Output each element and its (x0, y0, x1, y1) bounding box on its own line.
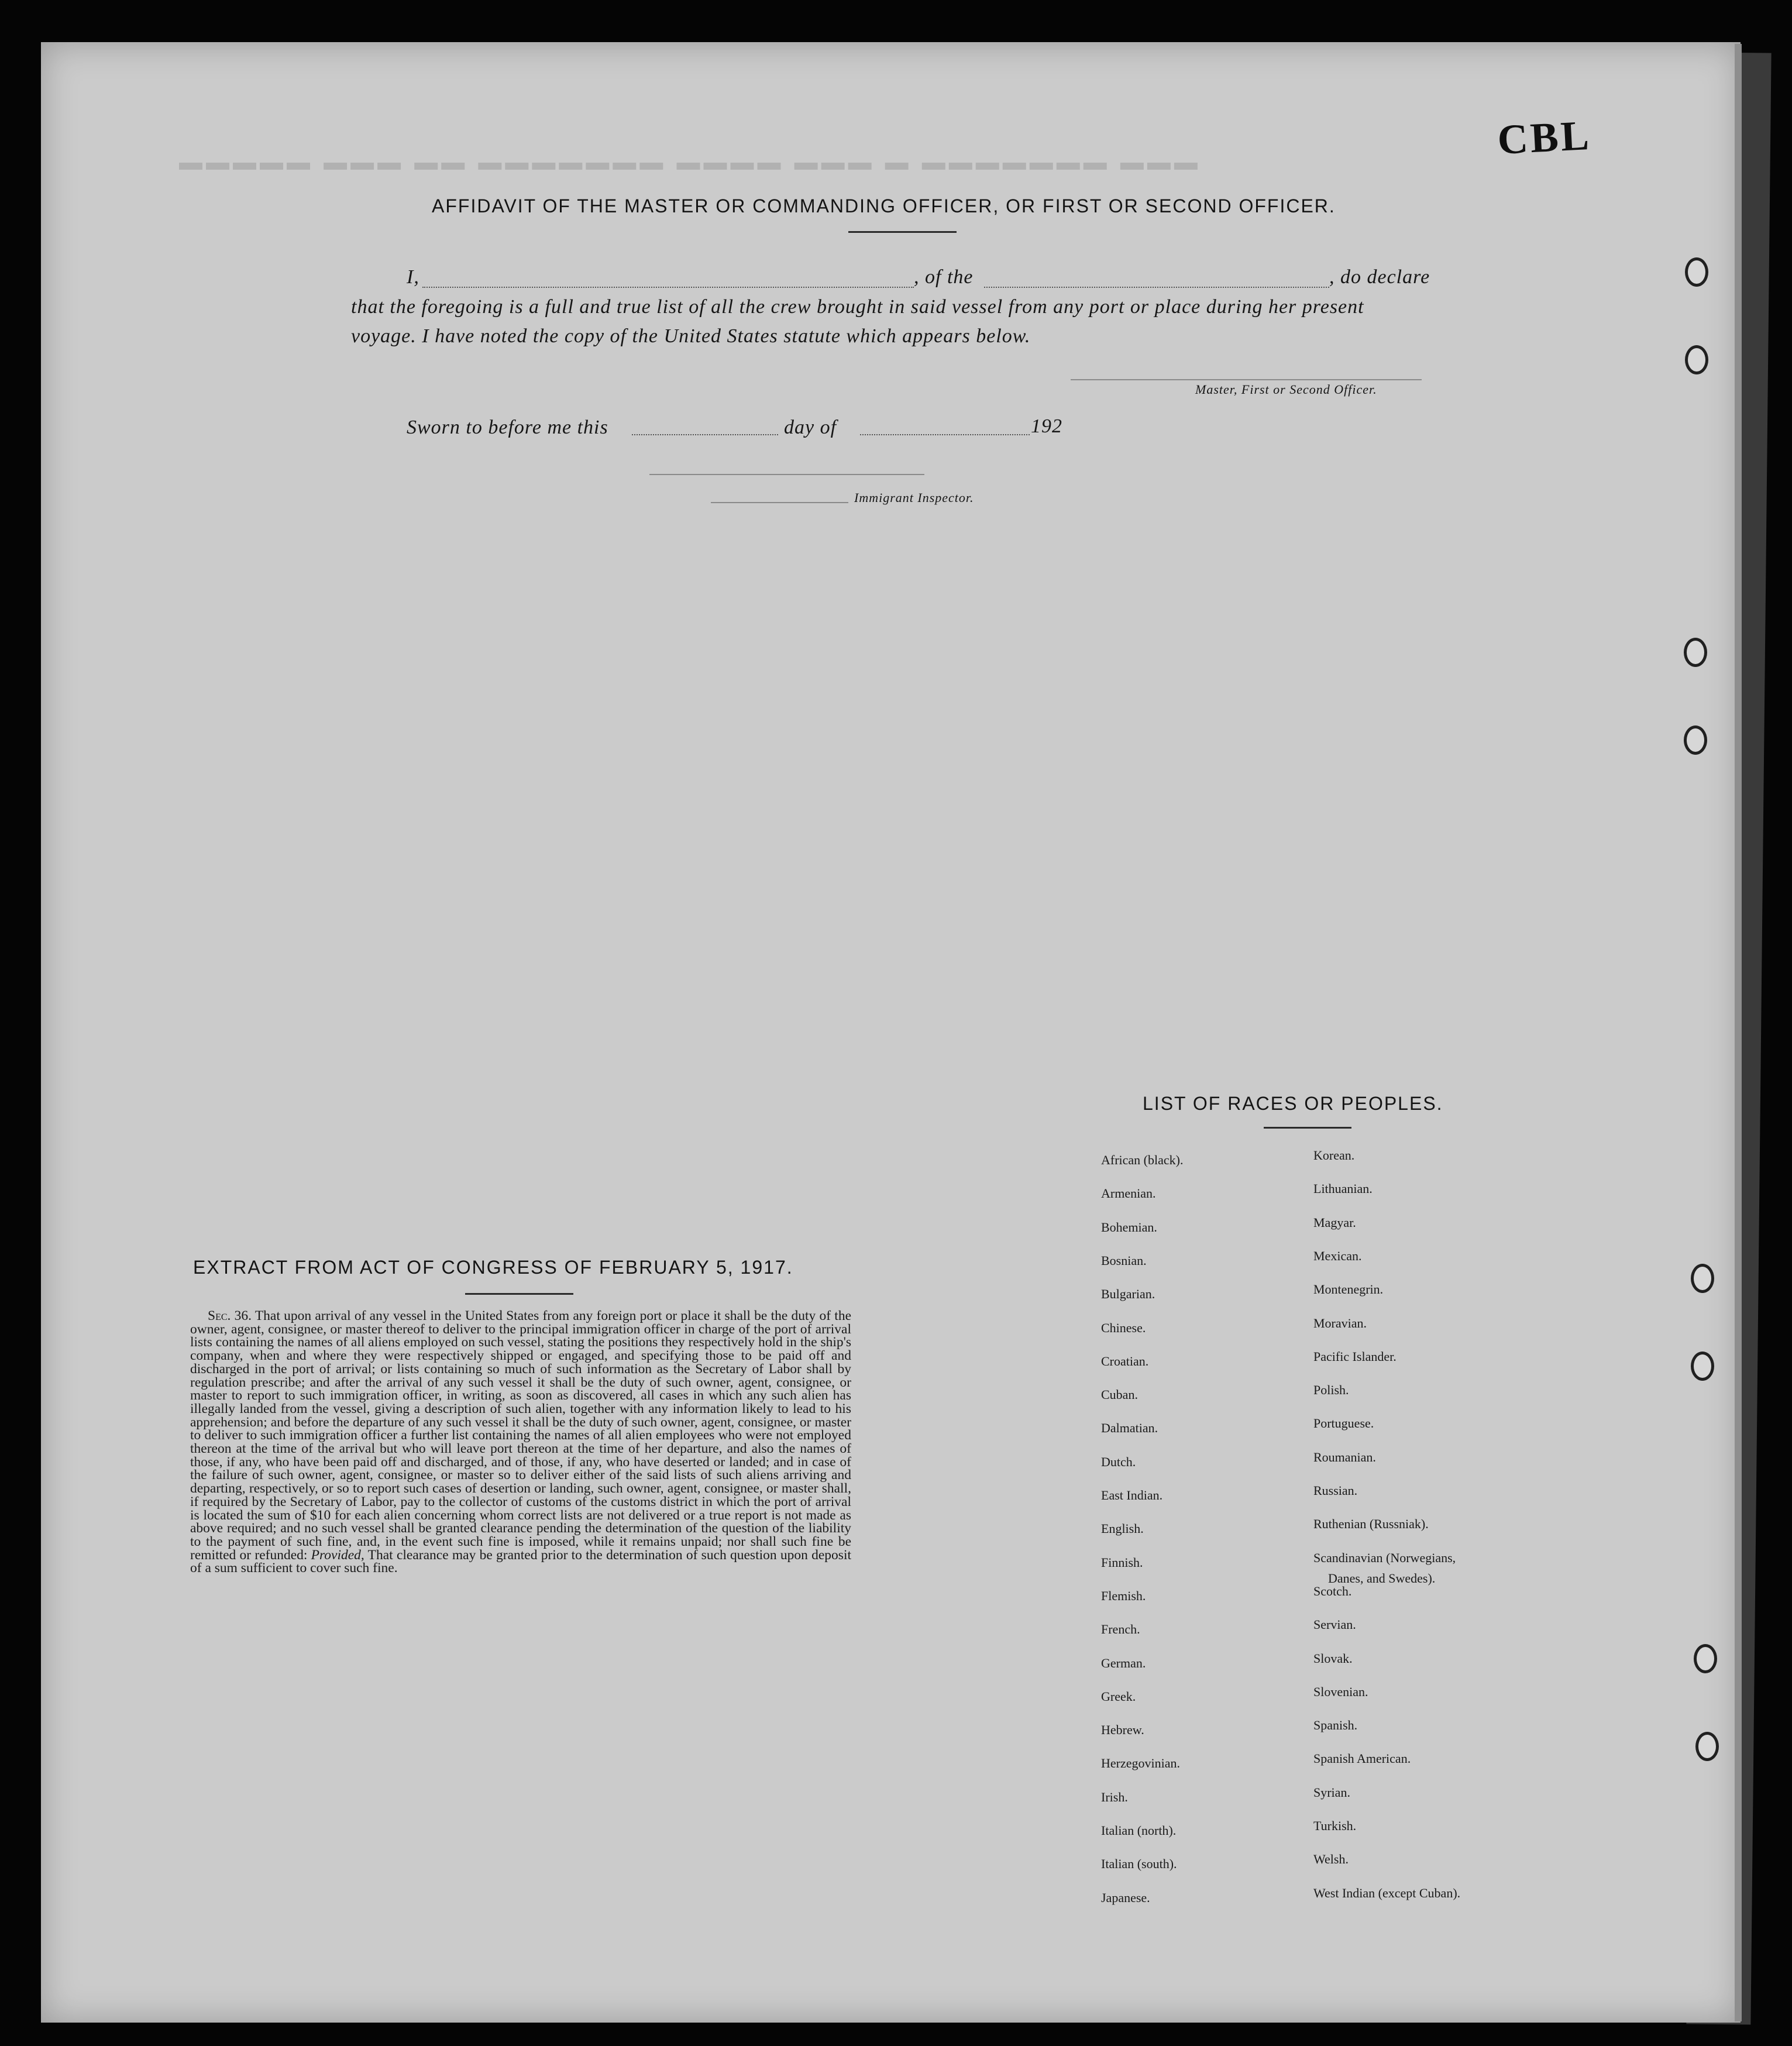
race-item: Turkish. (1313, 1818, 1357, 1833)
bleed-through: ▬▬▬ ▬▬▬▬▬▬▬ ▬ ▬▬▬ ▬▬▬▬ ▬▬▬▬▬▬▬ ▬▬ ▬▬▬ ▬▬▬▬▬ (176, 149, 1198, 175)
race-item: Danes, and Swedes). (1328, 1570, 1436, 1586)
race-item: Korean. (1313, 1148, 1355, 1163)
race-item: Bohemian. (1101, 1219, 1157, 1235)
punch-hole (1684, 725, 1707, 755)
race-item: Bosnian. (1101, 1253, 1147, 1268)
punch-hole (1695, 1732, 1719, 1761)
race-item: Dutch. (1101, 1454, 1136, 1469)
sworn-mid: day of (784, 417, 837, 438)
race-item: Russian. (1313, 1483, 1358, 1498)
statute-body-2: That clearance may be granted prior to the determination of such question upon deposit of a sum sufficient to cover such fine. (190, 1547, 852, 1576)
punch-hole (1694, 1644, 1717, 1673)
race-item: Greek. (1101, 1689, 1136, 1704)
race-item: Ruthenian (Russniak). (1313, 1517, 1429, 1532)
sworn-month-field[interactable] (860, 434, 1030, 435)
affidavit-line1-suffix: , do declare (1329, 266, 1430, 288)
signature-caption: Master, First or Second Officer. (1195, 382, 1377, 397)
race-item: Italian (south). (1101, 1856, 1177, 1872)
race-item: Flemish. (1101, 1588, 1146, 1603)
affidavit-line1-mid: , of the (914, 266, 974, 288)
race-item: Finnish. (1101, 1555, 1143, 1570)
sworn-year: 192 (1031, 415, 1062, 437)
race-item: Dalmatian. (1101, 1421, 1158, 1436)
inspector-caption-leader (711, 502, 848, 503)
race-item: Magyar. (1313, 1215, 1356, 1230)
race-item: Bulgarian. (1101, 1287, 1155, 1302)
inspector-caption: Immigrant Inspector. (854, 490, 974, 505)
punch-hole (1684, 638, 1707, 667)
sworn-prefix: Sworn to before me this (407, 417, 608, 438)
race-item: Welsh. (1313, 1852, 1349, 1867)
section-label: Sec. 36. (208, 1308, 252, 1323)
race-item: Portuguese. (1313, 1416, 1374, 1431)
punch-hole (1691, 1264, 1714, 1293)
extract-title: EXTRACT FROM ACT OF CONGRESS OF FEBRUARY 5, 1917. (193, 1257, 793, 1278)
race-item: Slovenian. (1313, 1684, 1368, 1699)
page-edge (1735, 44, 1742, 2021)
race-item: English. (1101, 1521, 1144, 1536)
punch-hole (1691, 1352, 1714, 1381)
race-item: Polish. (1313, 1383, 1349, 1398)
race-item: Montenegrin. (1313, 1282, 1384, 1297)
race-item: Spanish American. (1313, 1751, 1411, 1766)
race-item: Herzegovinian. (1101, 1756, 1180, 1771)
race-item: Cuban. (1101, 1387, 1138, 1402)
race-item: Roumanian. (1313, 1449, 1376, 1464)
race-item: Pacific Islander. (1313, 1349, 1397, 1364)
extract-title-rule (465, 1293, 573, 1295)
affidavit-title: AFFIDAVIT OF THE MASTER OR COMMANDING OFFICER, OR FIRST OR SECOND OFFICER. (432, 195, 1336, 216)
race-item: African (black). (1101, 1153, 1184, 1167)
race-item: French. (1101, 1622, 1140, 1637)
statute-provided: Provided, (311, 1547, 364, 1563)
race-item: Moravian. (1313, 1315, 1367, 1330)
statute-body-1: That upon arrival of any vessel in the United States from any foreign port or place it shall be the duty of the owner, agent, consignee, or master thereof to deliver to the principal immigration officer in charge of the port of arrival lists containing the names of all aliens employed on such vessel, stating the positions they respectively hold in the ship's company, when and where they were respectively shipped or engaged, and specifying those to be paid off and discharged in the port of arrival; or lists containing so much of such information as the Secretary of Labor shall by regulation prescribe; and after the arrival of any such vessel it shall be the duty of such owner, agent, consignee, or master to report to such immigration officer, in writing, as soon as discovered, all cases in which any such alien has illegally landed from the vessel, giving a description of such alien, together with any information likely to lead to his apprehension; and before the departure of any such vessel it shall be the duty of such owner, agent, consignee, or master to deliver to such immigration officer a further list containing the names of all alien employees who were not employed thereon at the time of the arrival but who will leave port thereon at the time of her departure, and also the names of those, if any, who have been paid off and discharged, and of those, if any, who have deserted or landed; and in case of the failure of such owner, agent, consignee, or master so to deliver either of the said lists of such aliens arriving and departing, respectively, or so to report such cases of desertion or landing, such owner, agent, consignee, or master shall, if required by the Secretary of Labor, pay to the collector of customs of the customs district in which the port of arrival is located the sum of $10 for each alien concerning whom correct lists are not delivered or a true report is not made as above required; and no such vessel shall be granted clearance pending the determination of the question of the liability to the payment of such fine, and, in the event such fine is imposed, while it remains unpaid; nor shall such fine be remitted or refunded: (190, 1308, 852, 1563)
race-item: Lithuanian. (1313, 1181, 1373, 1196)
sworn-day-field[interactable] (632, 434, 778, 435)
race-item: Hebrew. (1101, 1722, 1144, 1738)
officer-signature-line[interactable] (1071, 379, 1422, 380)
race-item: Mexican. (1313, 1248, 1362, 1263)
race-item: Servian. (1313, 1617, 1356, 1632)
affidavit-line2: that the foregoing is a full and true list of all the crew brought in said vessel from any port or place during her present (351, 296, 1364, 318)
race-item: Scandinavian (Norwegians, (1313, 1550, 1456, 1565)
sheet-stamp: CBL (1496, 111, 1592, 164)
statute-text (190, 1309, 851, 1575)
race-item: German. (1101, 1655, 1146, 1670)
race-item: Spanish. (1313, 1718, 1358, 1733)
race-item: Slovak. (1313, 1650, 1353, 1666)
race-item: Armenian. (1101, 1186, 1156, 1201)
punch-hole (1685, 345, 1708, 374)
affidavit-line3: voyage. I have noted the copy of the United States statute which appears below. (351, 325, 1031, 347)
race-item: Chinese. (1101, 1320, 1146, 1335)
race-item: Syrian. (1313, 1784, 1350, 1800)
races-title-rule (1264, 1127, 1351, 1129)
affidavit-line1-prefix: I, (407, 266, 419, 288)
inspector-signature-line[interactable] (649, 474, 924, 475)
officer-name-field[interactable] (422, 287, 914, 288)
races-title: LIST OF RACES OR PEOPLES. (1143, 1093, 1443, 1114)
affidavit-title-rule (848, 231, 957, 233)
race-item: East Indian. (1101, 1488, 1163, 1502)
race-item: Irish. (1101, 1789, 1128, 1804)
race-item: Croatian. (1101, 1353, 1149, 1368)
race-item: Japanese. (1101, 1890, 1150, 1905)
vessel-name-field[interactable] (984, 287, 1329, 288)
race-item: Italian (north). (1101, 1823, 1177, 1838)
race-item: West Indian (except Cuban). (1313, 1885, 1461, 1900)
race-item: Scotch. (1313, 1583, 1352, 1598)
punch-hole (1685, 257, 1708, 287)
